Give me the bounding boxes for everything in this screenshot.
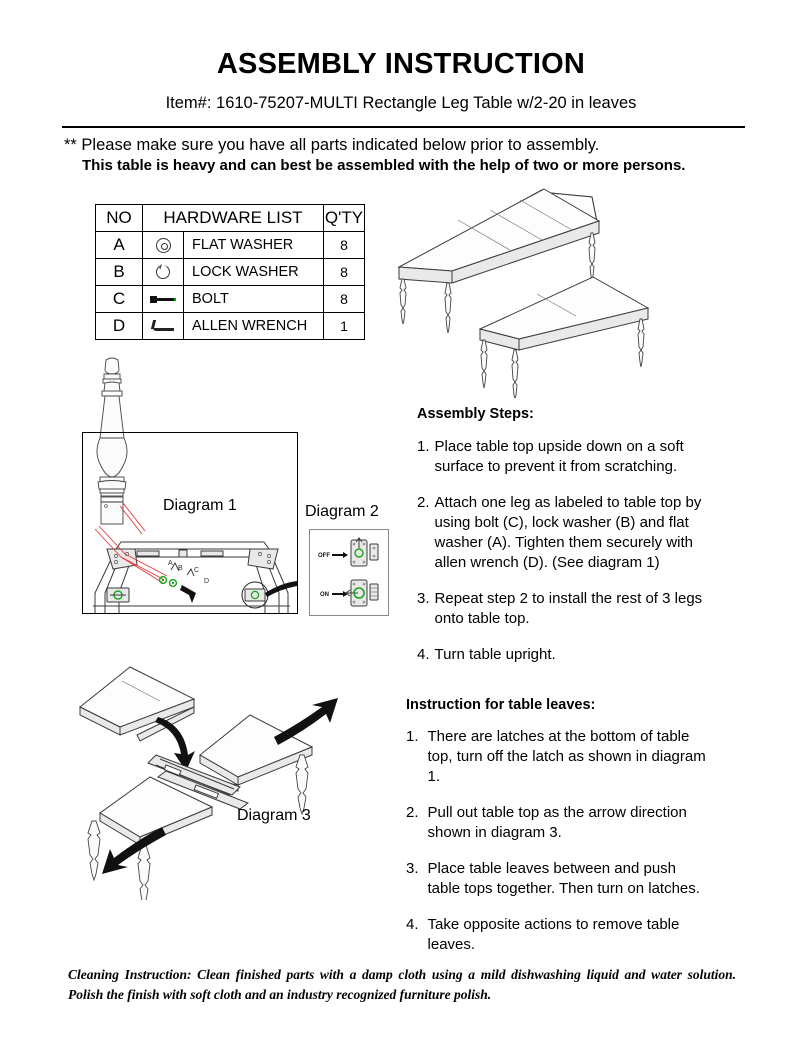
column-header-hardware-list: HARDWARE LIST [143,205,324,232]
assembly-step [417,645,717,665]
step-number: 2. [406,803,419,821]
leaves-instruction-list [406,727,706,970]
leaves-step [406,803,706,843]
step-text: Turn table upright. [434,645,556,663]
extended-table-illustration [392,188,752,398]
column-header-no: NO [96,205,143,232]
cleaning-instruction [68,965,736,1004]
header-divider [62,126,745,128]
step-text: Pull out table top as the arrow direction shown in diagram 3. [427,803,687,841]
hardware-name: FLAT WASHER [184,232,324,259]
latch-off-label: OFF [318,553,330,559]
table-row [96,259,365,286]
table-row [96,232,365,259]
step-number: 3. [406,859,419,877]
diagram-1-label: Diagram 1 [163,497,237,514]
hardware-name: LOCK WASHER [184,259,324,286]
table-row [96,313,365,340]
leaves-step [406,859,706,899]
step-text: Take opposite actions to remove table leaves. [427,915,680,953]
callout-label-a: A [168,560,173,567]
hardware-letter: A [96,232,143,259]
notice-weight-warning: This table is heavy and can best be assembled with the help of two or more persons. [82,157,686,174]
assembly-step [417,589,717,629]
callout-label-d: D [204,578,210,585]
callout-pointer [265,581,297,597]
step-text: Attach one leg as labeled to table top by using bolt (C), lock washer (B) and flat washer (A). Tighten them securely with allen wrench (D). (See diagram 1) [434,493,702,571]
pull-arrow-right [274,698,338,745]
step-text: Place table leaves between and push table tops together. Then turn on latches. [427,859,700,897]
table-row [96,286,365,313]
step-number: 2. [417,493,430,511]
step-text: Repeat step 2 to install the rest of 3 legs onto table top. [434,589,703,627]
leaves-instruction-heading: Instruction for table leaves: [406,697,596,713]
step-number: 1. [417,438,430,455]
latch-off-detail [318,538,378,566]
step-number: 4. [417,645,430,663]
assembly-steps-list [417,437,717,680]
callout-label-c: C [194,567,200,574]
hardware-letter: D [96,313,143,340]
step-text: There are latches at the bottom of table top, turn off the latch as shown in diagram 1. [427,728,706,785]
diagram-1-hardware-callouts [160,560,209,603]
diagram-3-illustration [62,655,402,900]
latch-right-highlight [242,582,268,608]
item-number-line: Item#: 1610-75207-MULTI Rectangle Leg Table w/2-20 in leaves [165,94,637,112]
leaves-step [406,727,706,787]
step-text: Place table top upside down on a soft surface to prevent it from scratching. [434,438,684,475]
hardware-qty: 8 [324,286,365,313]
hardware-qty: 1 [324,313,365,340]
step-number: 4. [406,915,419,933]
cleaning-instruction-lead: Cleaning Instruction: [68,967,192,982]
diagram-2-frame [309,529,389,616]
column-header-qty: Q'TY [324,205,365,232]
latch-left [107,588,129,602]
diagram-2-label: Diagram 2 [305,503,379,520]
callout-label-b: B [178,565,183,572]
hardware-letter: C [96,286,143,313]
assembly-step [417,437,717,477]
diagram-1-frame [82,432,298,614]
hardware-letter: B [96,259,143,286]
diagram-2-illustration [310,530,388,615]
hardware-list-table [95,204,365,340]
latch-on-detail [320,580,378,606]
allen-wrench-icon [143,313,184,340]
hardware-name: ALLEN WRENCH [184,313,324,340]
step-number: 3. [417,589,430,607]
cleaning-instruction-text: Clean finished parts with a damp cloth using a mild dishwashing liquid and water solution. Polish the finish with soft cloth and an industry recognized furniture polish. [68,967,737,1002]
notice-parts-check: ** Please make sure you have all parts indicated below prior to assembly. [64,136,600,154]
step-number: 1. [406,728,419,745]
diagram-1-illustration [83,433,297,613]
hardware-name: BOLT [184,286,324,313]
table-header-row [96,205,365,232]
page-title: ASSEMBLY INSTRUCTION [216,48,586,80]
hardware-qty: 8 [324,259,365,286]
diagram-3-label: Diagram 3 [237,807,311,824]
flat-washer-icon [143,232,184,259]
table-short [480,277,648,398]
hardware-qty: 8 [324,232,365,259]
latch-on-label: ON [320,592,329,598]
bolt-icon [143,286,184,313]
lock-washer-icon [143,259,184,286]
leaves-step [406,915,706,955]
assembly-step [417,493,717,573]
assembly-steps-heading: Assembly Steps: [417,406,534,422]
